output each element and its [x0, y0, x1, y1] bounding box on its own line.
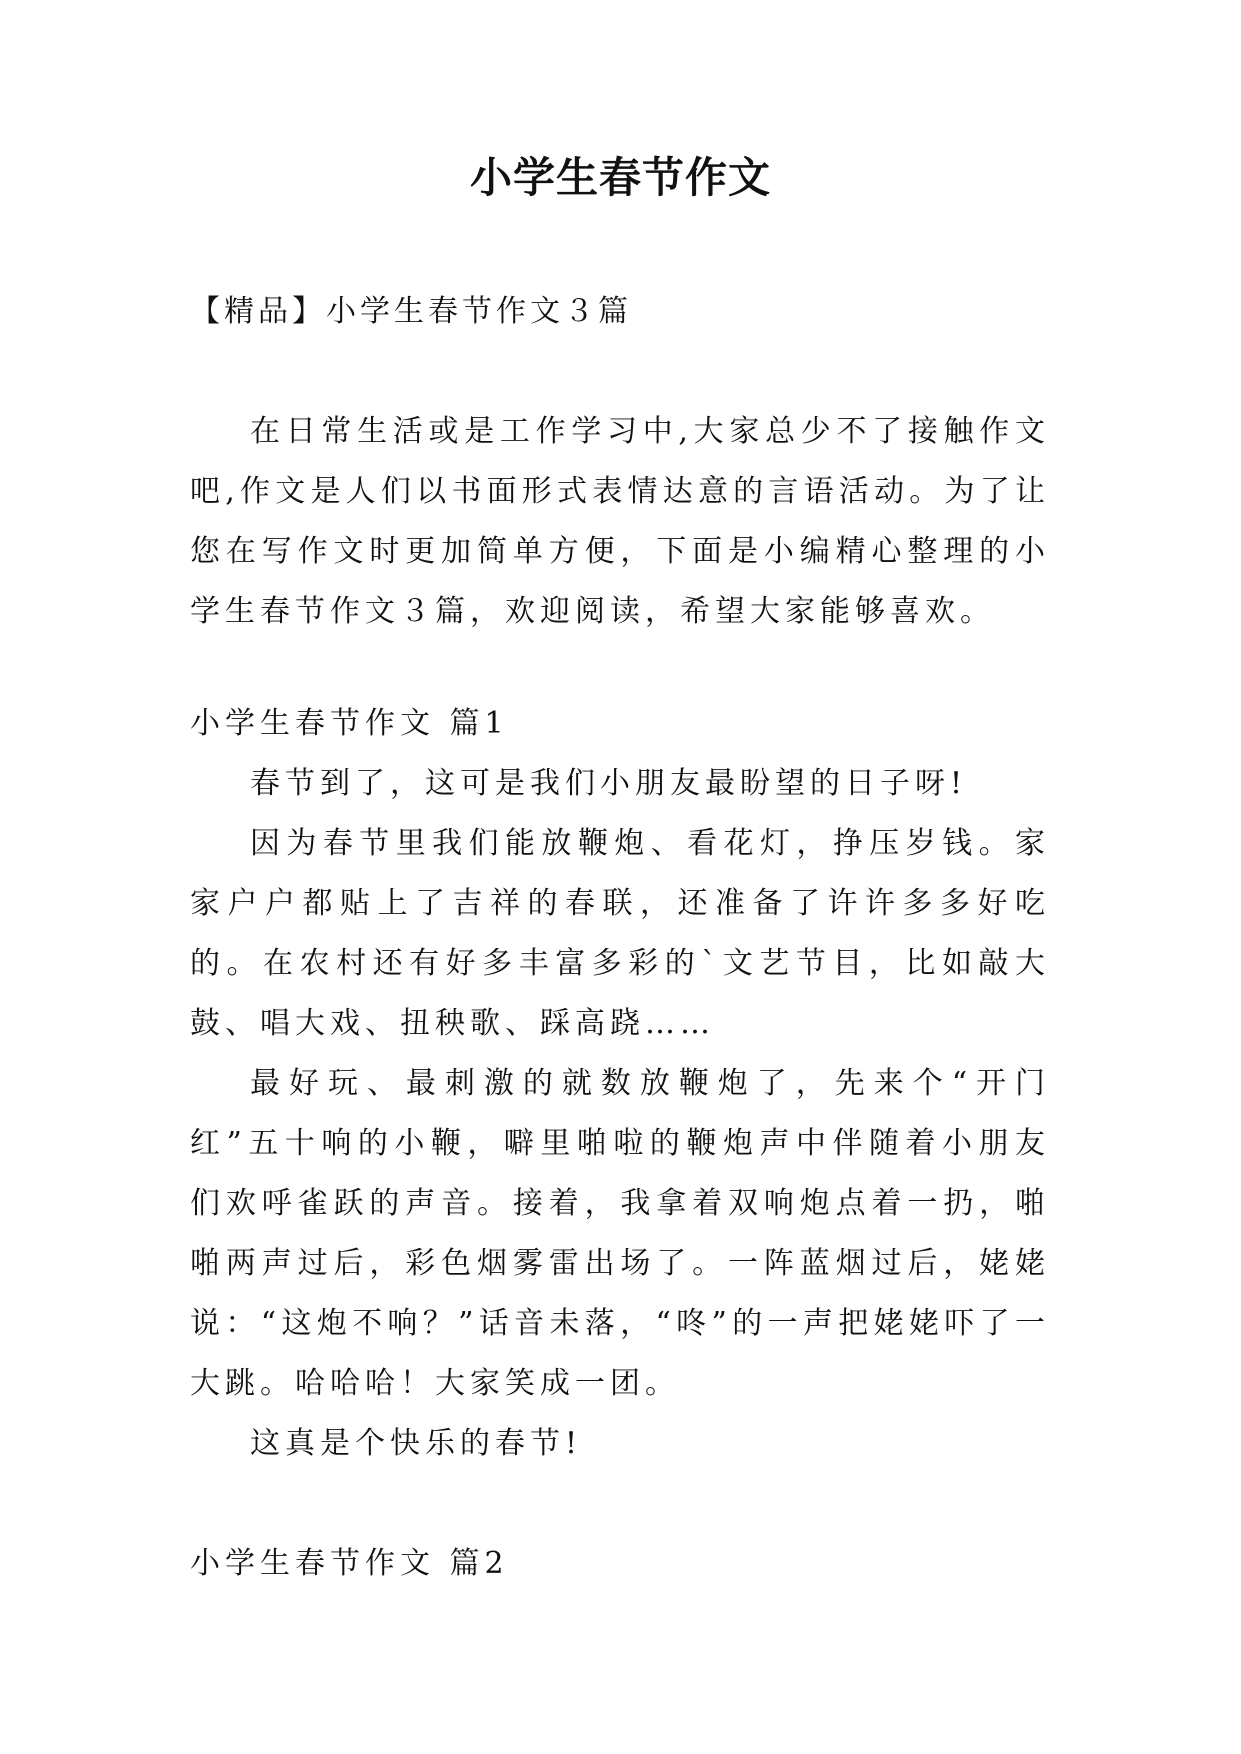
intro-block	[190, 402, 1050, 642]
document-subtitle: 【精品】小学生春节作文３篇	[190, 294, 632, 329]
section-1-paragraph-2: 因为春节里我们能放鞭炮、看花灯，挣压岁钱。家家户户都贴上了吉祥的春联，还准备了许许多多好吃的。在农村还有好多丰富多彩的`文艺节目，比如敲大鼓、唱大戏、扭秧歌、踩高跷……	[190, 826, 1050, 1041]
section-1-paragraph-4: 这真是个快乐的春节!	[250, 1426, 583, 1461]
page-title: 小学生春节作文	[469, 153, 771, 202]
section-1-paragraph-1: 春节到了，这可是我们小朋友最盼望的日子呀!	[250, 766, 968, 801]
section-1-paragraph-3: 最好玩、最刺激的就数放鞭炮了，先来个“开门红”五十响的小鞭，噼里啪啦的鞭炮声中伴随着小朋友们欢呼雀跃的声音。接着，我拿着双响炮点着一扔，啪啪两声过后，彩色烟雾雷出场了。一阵蓝烟过后，姥姥说：“这炮不响？”话音未落，“咚”的一声把姥姥吓了一大跳。哈哈哈！大家笑成一团。	[190, 1066, 1050, 1401]
section-heading-1: 小学生春节作文 篇1	[190, 706, 509, 741]
section-body-1	[190, 754, 1050, 1474]
intro-paragraph: 在日常生活或是工作学习中,大家总少不了接触作文吧,作文是人们以书面形式表情达意的言语活动。为了让您在写作文时更加简单方便，下面是小编精心整理的小学生春节作文３篇，欢迎阅读，希望大家能够喜欢。	[190, 414, 1050, 629]
section-heading-2: 小学生春节作文 篇2	[190, 1546, 509, 1581]
